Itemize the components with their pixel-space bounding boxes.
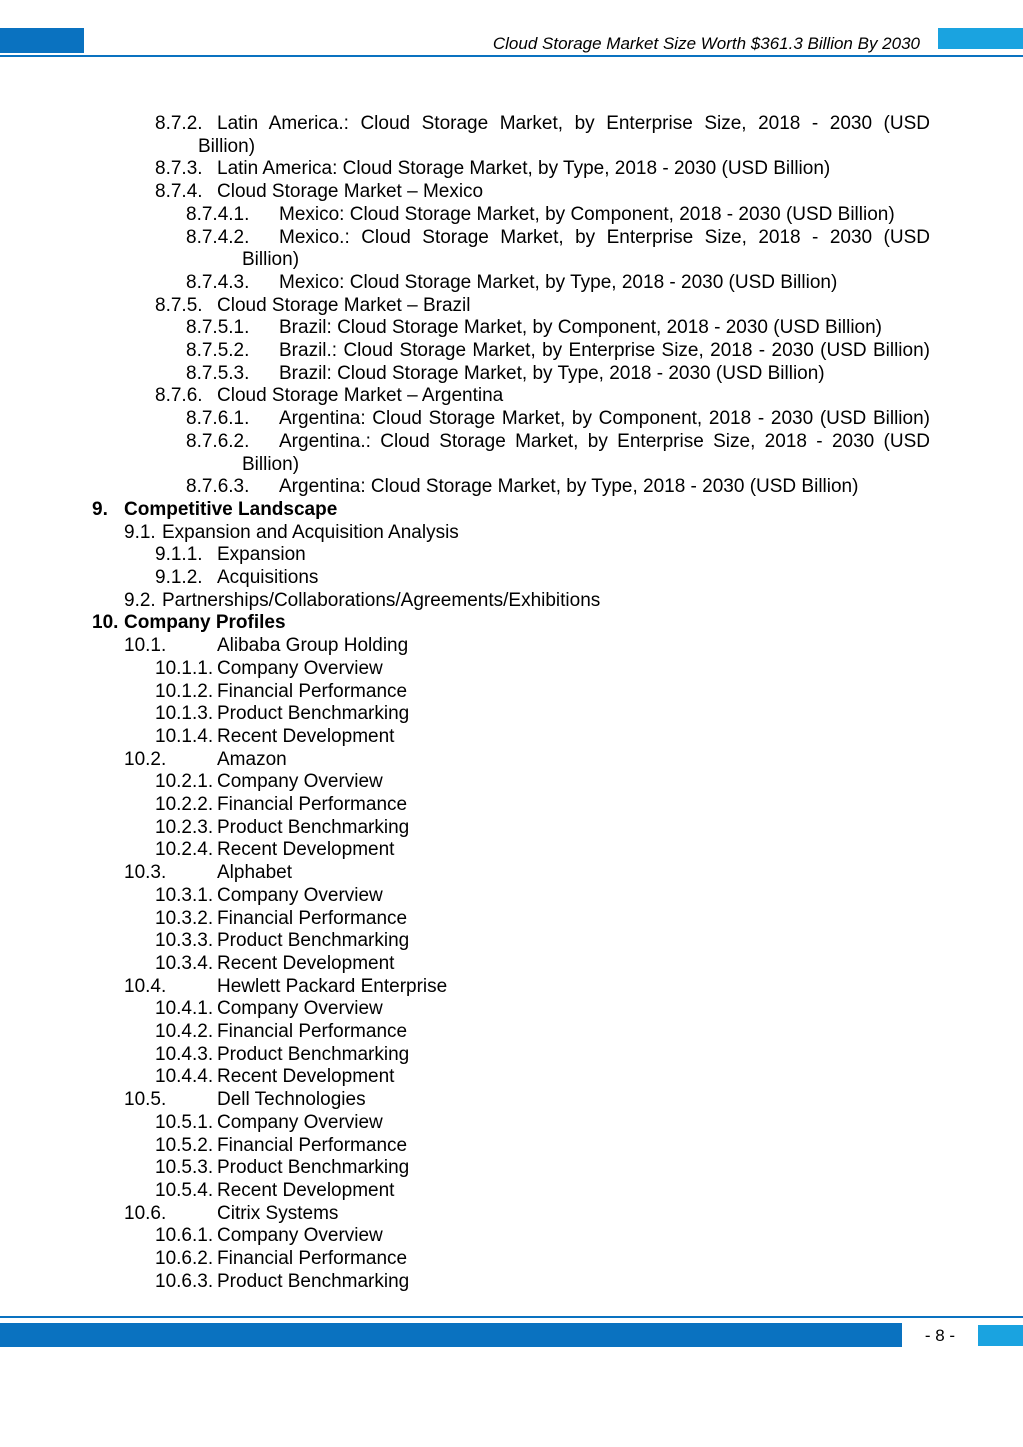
toc-entry-title: Alibaba Group Holding bbox=[217, 635, 409, 657]
toc-entry-continuation: Billion) bbox=[242, 453, 300, 475]
toc-entry-number: 10.5.1. bbox=[155, 1111, 214, 1133]
toc-entry-title: Partnerships/Collaborations/Agreements/Exhibitions bbox=[162, 589, 601, 611]
toc-entry-number: 8.7.4.1. bbox=[186, 203, 250, 225]
toc-entry-number: 8.7.6.3. bbox=[186, 476, 250, 498]
toc-entry-title: Financial Performance bbox=[217, 1021, 408, 1042]
toc-entry-title: Company Overview bbox=[217, 657, 383, 679]
toc-entry-number: 10.2.3. bbox=[155, 816, 214, 838]
toc-entry-number: 10.2.4. bbox=[155, 839, 214, 861]
toc-entry-number: 8.7.4. bbox=[155, 181, 203, 203]
toc-entry-title: Financial Performance bbox=[217, 907, 408, 929]
toc-entry-title: Competitive Landscape bbox=[124, 498, 338, 520]
toc-entry-number: 10.3. bbox=[124, 862, 167, 884]
toc-entry-title: Amazon bbox=[217, 748, 287, 770]
toc-entry-title: Recent Development bbox=[217, 839, 395, 861]
toc-entry-number: 9.2. bbox=[124, 589, 156, 611]
toc-entry-title: Company Overview bbox=[217, 884, 383, 906]
toc-entry-number: 10.4.3. bbox=[155, 1043, 214, 1065]
toc-entry-title: Latin America: Cloud Storage Market, by Type, 2018 - 2030 (USD Billion) bbox=[217, 158, 831, 180]
toc-entry-number: 10.1.4. bbox=[155, 725, 214, 747]
toc-entry-number: 10.5.4. bbox=[155, 1179, 214, 1201]
toc-entry-title: Mexico: Cloud Storage Market, by Component, 2018 - 2030 (USD Billion) bbox=[279, 203, 895, 225]
footer-accent-right bbox=[978, 1325, 1023, 1346]
toc-entry-title: Argentina: Cloud Storage Market, by Type, 2018 - 2030 (USD Billion) bbox=[279, 476, 859, 498]
toc-entry-number: 10.5.2. bbox=[155, 1134, 214, 1156]
toc-entry-title: Financial Performance bbox=[217, 1248, 408, 1269]
toc-entry-number: 10.1.1. bbox=[155, 657, 214, 679]
toc-entry-title: Dell Technologies bbox=[217, 1089, 366, 1111]
toc-entry-title: Recent Development bbox=[217, 1179, 395, 1201]
toc-entry-title: Product Benchmarking bbox=[217, 816, 410, 838]
toc-entry-title: Brazil: Cloud Storage Market, by Type, 2018 - 2030 (USD Billion) bbox=[279, 362, 825, 384]
toc-entry-title: Company Profiles bbox=[124, 612, 286, 634]
toc-entry-title: Mexico.: Cloud Storage Market, by Enterprise Size, 2018 - 2030 (USD bbox=[279, 226, 930, 248]
toc-entry-title: Product Benchmarking bbox=[217, 1043, 410, 1065]
toc-entry-number: 10.3.1. bbox=[155, 884, 214, 906]
toc-entry-number: 10.6.3. bbox=[155, 1270, 214, 1292]
toc-entry-title: Company Overview bbox=[217, 1225, 383, 1247]
toc-entry-number: 9.1.2. bbox=[155, 567, 203, 588]
toc-entry-title: Product Benchmarking bbox=[217, 930, 410, 952]
toc-entry-number: 8.7.6.1. bbox=[186, 408, 250, 430]
toc-entry-title: Recent Development bbox=[217, 725, 395, 747]
footer-rule bbox=[0, 1316, 1023, 1318]
toc-entry-title: Recent Development bbox=[217, 1066, 395, 1088]
toc-entry-title: Company Overview bbox=[217, 771, 383, 793]
toc-entry-title: Cloud Storage Market – Argentina bbox=[217, 385, 504, 407]
toc-entry-number: 10.2.2. bbox=[155, 794, 214, 815]
toc-entry-number: 8.7.3. bbox=[155, 158, 203, 180]
toc-entry-number: 10.4. bbox=[124, 975, 167, 997]
toc-entry-title: Product Benchmarking bbox=[217, 1270, 410, 1292]
header-accent-left bbox=[0, 28, 84, 53]
toc-entry-number: 10.2. bbox=[124, 748, 167, 770]
toc-entry-title: Alphabet bbox=[217, 862, 293, 884]
toc-entry-number: 10.6.1. bbox=[155, 1225, 214, 1247]
toc-entry-number: 8.7.4.3. bbox=[186, 271, 250, 293]
toc-entry-title: Recent Development bbox=[217, 952, 395, 974]
toc-entry-number: 10.1.2. bbox=[155, 680, 214, 702]
toc-entry-title: Expansion and Acquisition Analysis bbox=[162, 521, 459, 543]
toc-entry-number: 8.7.5.1. bbox=[186, 317, 250, 339]
toc-entry-number: 8.7.5. bbox=[155, 294, 203, 316]
toc-entry-number: 8.7.5.2. bbox=[186, 340, 250, 361]
toc-entry-number: 10.2.1. bbox=[155, 771, 214, 793]
footer-accent-bar bbox=[0, 1323, 902, 1347]
toc-entry-number: 10.4.1. bbox=[155, 998, 214, 1020]
toc-entry-number: 10.4.2. bbox=[155, 1021, 214, 1042]
toc-entry-title: Brazil.: Cloud Storage Market, by Enterprise Size, 2018 - 2030 (USD Billion) bbox=[279, 340, 930, 361]
toc-entry-number: 10.4.4. bbox=[155, 1066, 214, 1088]
toc-entry-title: Hewlett Packard Enterprise bbox=[217, 975, 448, 997]
toc-entry-title: Financial Performance bbox=[217, 680, 408, 702]
toc-entry-number: 10.3.2. bbox=[155, 907, 214, 929]
toc-entry-number: 8.7.2. bbox=[155, 113, 203, 134]
toc-entry-number: 10.5.3. bbox=[155, 1157, 214, 1179]
toc-entry-title: Expansion bbox=[217, 544, 306, 566]
toc-entry-number: 9. bbox=[92, 498, 108, 520]
header-title: Cloud Storage Market Size Worth $361.3 Billion By 2030 bbox=[492, 34, 920, 53]
toc-entry-title: Argentina: Cloud Storage Market, by Component, 2018 - 2030 (USD Billion) bbox=[279, 408, 930, 430]
toc-entry-number: 10.5. bbox=[124, 1089, 167, 1111]
toc-entry-title: Brazil: Cloud Storage Market, by Component, 2018 - 2030 (USD Billion) bbox=[279, 317, 883, 339]
toc-entry-number: 9.1.1. bbox=[155, 544, 203, 566]
toc-entry-continuation: Billion) bbox=[242, 249, 300, 271]
toc-entry-title: Company Overview bbox=[217, 998, 383, 1020]
toc-entry-number: 10.1.3. bbox=[155, 703, 214, 725]
toc-entry-title: Company Overview bbox=[217, 1111, 383, 1133]
toc-entry-number: 10.6.2. bbox=[155, 1248, 214, 1269]
toc-entry-title: Product Benchmarking bbox=[217, 703, 410, 725]
toc-entry-continuation: Billion) bbox=[198, 135, 256, 157]
toc-entry-number: 10.3.4. bbox=[155, 952, 214, 974]
toc-entry-title: Acquisitions bbox=[217, 567, 319, 588]
toc-entry-title: Cloud Storage Market – Mexico bbox=[217, 181, 484, 203]
toc-entry-number: 10.3.3. bbox=[155, 930, 214, 952]
header-accent-right bbox=[938, 28, 1023, 49]
toc-entry-number: 8.7.6.2. bbox=[186, 430, 250, 452]
toc-entry-title: Argentina.: Cloud Storage Market, by Enterprise Size, 2018 - 2030 (USD bbox=[279, 430, 930, 452]
page-number: - 8 - bbox=[924, 1326, 956, 1345]
toc-entry-number: 9.1. bbox=[124, 521, 156, 543]
toc-entry-number: 8.7.4.2. bbox=[186, 226, 250, 248]
toc-entry-title: Mexico: Cloud Storage Market, by Type, 2018 - 2030 (USD Billion) bbox=[279, 271, 838, 293]
header-rule bbox=[0, 55, 1023, 57]
toc-entry-number: 10.1. bbox=[124, 635, 167, 657]
toc-entry-number: 10.6. bbox=[124, 1202, 167, 1224]
toc-entry-number: 8.7.5.3. bbox=[186, 362, 250, 384]
toc-entry-number: 8.7.6. bbox=[155, 385, 203, 407]
toc-entry-number: 10. bbox=[92, 612, 119, 634]
toc-entry-title: Product Benchmarking bbox=[217, 1157, 410, 1179]
toc-entry-title: Cloud Storage Market – Brazil bbox=[217, 294, 471, 316]
toc-entry-title: Latin America.: Cloud Storage Market, by Enterprise Size, 2018 - 2030 (USD bbox=[217, 113, 930, 134]
toc-entry-title: Citrix Systems bbox=[217, 1202, 339, 1224]
toc-entry-title: Financial Performance bbox=[217, 794, 408, 815]
toc-entry-title: Financial Performance bbox=[217, 1134, 408, 1156]
